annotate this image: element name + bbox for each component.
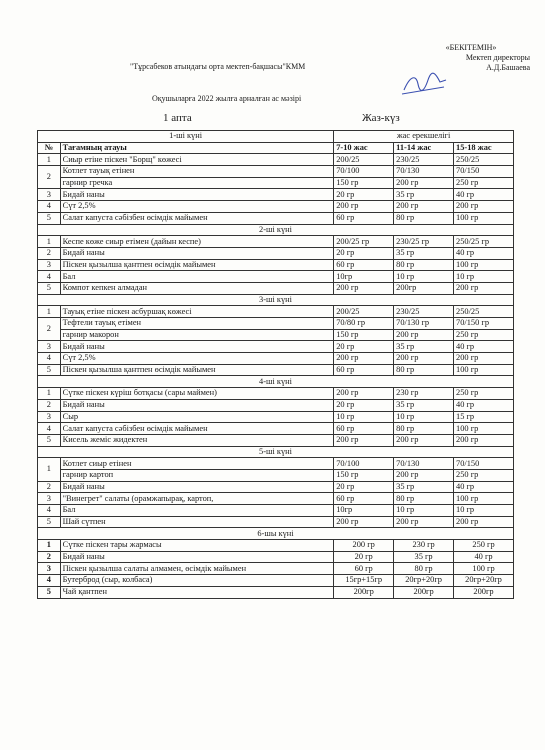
row-number: 3 — [38, 341, 61, 353]
amount-11-14: 230/25 — [394, 306, 454, 318]
dish-name: Сүтке піскен тары жармасы — [60, 540, 334, 552]
table-row — [38, 154, 514, 166]
amount-11-14: 230/25 — [394, 154, 454, 166]
row-number: 4 — [38, 575, 61, 587]
table-row — [38, 551, 514, 563]
amount-11-14: 200 гр — [394, 434, 454, 446]
dish-name: Котлет сиыр етінен — [60, 458, 334, 470]
amount-7-10: 20 гр — [334, 247, 394, 259]
col-dish-header: Тағамның атауы — [60, 142, 334, 154]
dish-name: гарнир гречка — [60, 177, 334, 189]
amount-15-18: 200 гр — [454, 516, 514, 528]
day-header-row — [38, 294, 514, 306]
dish-name: Бидай наны — [60, 481, 334, 493]
amount-15-18: 40 гр — [454, 481, 514, 493]
dish-name: Котлет тауық етінен — [60, 166, 334, 178]
amount-7-10: 60 гр — [334, 563, 394, 575]
amount-15-18: 250 гр — [454, 469, 514, 481]
row-number: 3 — [38, 189, 61, 201]
week-label: 1 апта — [163, 112, 192, 124]
row-number: 5 — [38, 586, 61, 598]
amount-15-18: 40 гр — [454, 551, 514, 563]
row-number: 1 — [38, 458, 61, 481]
amount-15-18: 40 гр — [454, 399, 514, 411]
amount-15-18: 100 гр — [454, 563, 514, 575]
table-row — [38, 586, 514, 598]
amount-11-14: 35 гр — [394, 399, 454, 411]
dish-name: Бутерброд (сыр, колбаса) — [60, 575, 334, 587]
amount-15-18: 100 гр — [454, 212, 514, 224]
amount-15-18: 40 гр — [454, 189, 514, 201]
table-row — [38, 201, 514, 213]
amount-7-10: 70/80 гр — [334, 318, 394, 330]
day-name: 6-шы күні — [38, 528, 514, 540]
dish-name: Бидай наны — [60, 247, 334, 259]
row-number: 2 — [38, 481, 61, 493]
table-row — [38, 282, 514, 294]
amount-11-14: 200 гр — [394, 469, 454, 481]
amount-11-14: 70/130 — [394, 458, 454, 470]
day-name: 5-ші күні — [38, 446, 514, 458]
amount-7-10: 20 гр — [334, 399, 394, 411]
amount-11-14: 200 гр — [394, 201, 454, 213]
table-row — [38, 318, 514, 330]
row-number: 3 — [38, 493, 61, 505]
amount-11-14: 80 гр — [394, 259, 454, 271]
row-number: 4 — [38, 505, 61, 517]
amount-15-18: 15 гр — [454, 411, 514, 423]
amount-15-18: 250 гр — [454, 388, 514, 400]
day-name: 2-ші күні — [38, 224, 514, 236]
amount-7-10: 20 гр — [334, 341, 394, 353]
amount-11-14: 35 гр — [394, 189, 454, 201]
amount-11-14: 35 гр — [394, 481, 454, 493]
amount-15-18: 200 гр — [454, 201, 514, 213]
amount-7-10: 70/100 — [334, 458, 394, 470]
row-number: 2 — [38, 166, 61, 189]
row-number: 5 — [38, 282, 61, 294]
dish-name: Бидай наны — [60, 551, 334, 563]
amount-11-14: 80 гр — [394, 423, 454, 435]
amount-11-14: 200 гр — [394, 353, 454, 365]
dish-name: Компот кепкен алмадан — [60, 282, 334, 294]
dish-name: Сыр — [60, 411, 334, 423]
table-row — [38, 259, 514, 271]
row-number: 4 — [38, 201, 61, 213]
row-number: 1 — [38, 236, 61, 248]
row-number: 4 — [38, 423, 61, 435]
amount-15-18: 250 гр — [454, 329, 514, 341]
day-header-row — [38, 528, 514, 540]
amount-7-10: 200 гр — [334, 353, 394, 365]
table-row — [38, 388, 514, 400]
amount-7-10: 200 гр — [334, 434, 394, 446]
amount-7-10: 60 гр — [334, 212, 394, 224]
dish-name: гарнир картоп — [60, 469, 334, 481]
table-row — [38, 516, 514, 528]
amount-11-14: 200 гр — [394, 177, 454, 189]
col-age-7-10-header: 7-10 жас — [334, 142, 394, 154]
day-header-row — [38, 376, 514, 388]
amount-11-14: 230/25 гр — [394, 236, 454, 248]
table-row — [38, 540, 514, 552]
approval-name: А.Д.Башаева — [486, 63, 530, 72]
amount-11-14: 10 гр — [394, 411, 454, 423]
table-row — [38, 341, 514, 353]
dish-name: Сүт 2,5% — [60, 353, 334, 365]
amount-11-14: 20гр+20гр — [394, 575, 454, 587]
amount-7-10: 60 гр — [334, 423, 394, 435]
amount-7-10: 200 гр — [334, 516, 394, 528]
amount-11-14: 35 гр — [394, 551, 454, 563]
dish-name: Сиыр етіне піскен "Борщ" көжесі — [60, 154, 334, 166]
row-number: 4 — [38, 271, 61, 283]
dish-name: Тефтели тауық етімен — [60, 318, 334, 330]
row-number: 3 — [38, 563, 61, 575]
col-age-15-18-header: 15-18 жас — [454, 142, 514, 154]
dish-name: Піскен қызылша салаты алмамен, өсімдік майымен — [60, 563, 334, 575]
dish-name: Піскен қызылша қантпен өсімдік майымен — [60, 259, 334, 271]
amount-7-10: 200 гр — [334, 540, 394, 552]
amount-7-10: 10 гр — [334, 411, 394, 423]
amount-7-10: 15гр+15гр — [334, 575, 394, 587]
amount-7-10: 20 гр — [334, 551, 394, 563]
amount-15-18: 100 гр — [454, 364, 514, 376]
dish-name: Піскен қызылша қантпен өсімдік майымен — [60, 364, 334, 376]
table-row — [38, 166, 514, 178]
amount-11-14: 200 гр — [394, 329, 454, 341]
table-row — [38, 364, 514, 376]
dish-name: Шай сүтпен — [60, 516, 334, 528]
dish-name: Бидай наны — [60, 189, 334, 201]
row-number: 1 — [38, 388, 61, 400]
table-row — [38, 177, 514, 189]
row-number: 2 — [38, 318, 61, 341]
amount-15-18: 10 гр — [454, 505, 514, 517]
amount-15-18: 200 гр — [454, 282, 514, 294]
amount-7-10: 200/25 — [334, 306, 394, 318]
table-row — [38, 575, 514, 587]
amount-11-14: 200 гр — [394, 516, 454, 528]
menu-table — [37, 130, 514, 599]
approval-position: Мектеп директоры — [465, 53, 530, 62]
amount-7-10: 20 гр — [334, 189, 394, 201]
header-row-columns — [38, 142, 514, 154]
table-row — [38, 247, 514, 259]
table-row — [38, 236, 514, 248]
col-number-header: № — [38, 142, 61, 154]
amount-7-10: 150 гр — [334, 177, 394, 189]
table-row — [38, 306, 514, 318]
amount-15-18: 70/150 — [454, 166, 514, 178]
dish-name: гарнир макорон — [60, 329, 334, 341]
header-row-top — [38, 131, 514, 143]
table-row — [38, 505, 514, 517]
amount-11-14: 230 гр — [394, 540, 454, 552]
table-row — [38, 469, 514, 481]
amount-11-14: 200гр — [394, 586, 454, 598]
amount-15-18: 100 гр — [454, 259, 514, 271]
table-row — [38, 563, 514, 575]
table-row — [38, 329, 514, 341]
table-row — [38, 271, 514, 283]
amount-11-14: 10 гр — [394, 271, 454, 283]
row-number: 1 — [38, 540, 61, 552]
document-title: Оқушыларға 2022 жылға арналған ас мәзірі — [152, 94, 302, 103]
dish-name: Сүтке піскен күріш ботқасы (сары маймен) — [60, 388, 334, 400]
amount-11-14: 35 гр — [394, 341, 454, 353]
amount-11-14: 10 гр — [394, 505, 454, 517]
amount-7-10: 200/25 гр — [334, 236, 394, 248]
row-number: 5 — [38, 364, 61, 376]
table-row — [38, 353, 514, 365]
dish-name: Кеспе көже сиыр етімен (дайын кеспе) — [60, 236, 334, 248]
row-number: 5 — [38, 212, 61, 224]
row-number: 2 — [38, 247, 61, 259]
amount-7-10: 60 гр — [334, 259, 394, 271]
row-number: 5 — [38, 516, 61, 528]
dish-name: Бидай наны — [60, 341, 334, 353]
table-row — [38, 212, 514, 224]
dish-name: Тауық етіне піскен асбуршақ көжесі — [60, 306, 334, 318]
dish-name: Бал — [60, 505, 334, 517]
signature-mark — [400, 70, 450, 98]
amount-7-10: 70/100 — [334, 166, 394, 178]
row-number: 2 — [38, 551, 61, 563]
dish-name: "Винегрет" салаты (орамжапырақ, картоп, — [60, 493, 334, 505]
approval-block — [412, 43, 530, 73]
amount-7-10: 200 гр — [334, 388, 394, 400]
day-header-row — [38, 446, 514, 458]
amount-15-18: 250 гр — [454, 540, 514, 552]
amount-15-18: 40 гр — [454, 341, 514, 353]
table-row — [38, 399, 514, 411]
amount-15-18: 70/150 — [454, 458, 514, 470]
amount-15-18: 250/25 гр — [454, 236, 514, 248]
amount-15-18: 200 гр — [454, 434, 514, 446]
row-number: 3 — [38, 411, 61, 423]
age-group-header: жас ерекшелігі — [334, 131, 514, 143]
table-row — [38, 493, 514, 505]
row-number: 3 — [38, 259, 61, 271]
amount-7-10: 200 гр — [334, 201, 394, 213]
amount-15-18: 20гр+20гр — [454, 575, 514, 587]
amount-7-10: 200 гр — [334, 282, 394, 294]
organization-name: "Тұрсабеков атындағы орта мектеп-бақшасы"КММ — [130, 62, 306, 71]
amount-7-10: 150 гр — [334, 329, 394, 341]
amount-7-10: 20 гр — [334, 481, 394, 493]
amount-7-10: 200гр — [334, 586, 394, 598]
amount-15-18: 10 гр — [454, 271, 514, 283]
amount-7-10: 200/25 — [334, 154, 394, 166]
season-label: Жаз-күз — [362, 112, 400, 124]
day-name: 4-ші күні — [38, 376, 514, 388]
table-row — [38, 411, 514, 423]
amount-7-10: 60 гр — [334, 364, 394, 376]
amount-15-18: 200 гр — [454, 353, 514, 365]
amount-11-14: 80 гр — [394, 364, 454, 376]
amount-11-14: 35 гр — [394, 247, 454, 259]
table-row — [38, 481, 514, 493]
amount-11-14: 80 гр — [394, 212, 454, 224]
day-1-header-cell: 1-ші күні — [38, 131, 334, 143]
amount-7-10: 10гр — [334, 271, 394, 283]
dish-name: Кисель жеміс жидектен — [60, 434, 334, 446]
amount-15-18: 40 гр — [454, 247, 514, 259]
amount-11-14: 70/130 гр — [394, 318, 454, 330]
approval-title: «БЕКІТЕМІН» — [445, 43, 497, 52]
amount-15-18: 200гр — [454, 586, 514, 598]
row-number: 2 — [38, 399, 61, 411]
table-row — [38, 434, 514, 446]
amount-15-18: 250/25 — [454, 154, 514, 166]
col-age-11-14-header: 11-14 жас — [394, 142, 454, 154]
dish-name: Бидай наны — [60, 399, 334, 411]
amount-15-18: 100 гр — [454, 493, 514, 505]
amount-11-14: 230 гр — [394, 388, 454, 400]
amount-7-10: 10гр — [334, 505, 394, 517]
row-number: 1 — [38, 306, 61, 318]
row-number: 4 — [38, 353, 61, 365]
row-number: 1 — [38, 154, 61, 166]
dish-name: Бал — [60, 271, 334, 283]
dish-name: Чай қантпен — [60, 586, 334, 598]
amount-15-18: 250/25 — [454, 306, 514, 318]
amount-11-14: 80 гр — [394, 563, 454, 575]
table-row — [38, 189, 514, 201]
dish-name: Салат капуста сәбізбен өсімдік майымен — [60, 423, 334, 435]
day-header-row — [38, 224, 514, 236]
row-number: 5 — [38, 434, 61, 446]
amount-11-14: 200гр — [394, 282, 454, 294]
amount-11-14: 80 гр — [394, 493, 454, 505]
dish-name: Сүт 2,5% — [60, 201, 334, 213]
amount-11-14: 70/130 — [394, 166, 454, 178]
table-row — [38, 458, 514, 470]
amount-7-10: 150 гр — [334, 469, 394, 481]
amount-15-18: 250 гр — [454, 177, 514, 189]
table-row — [38, 423, 514, 435]
dish-name: Салат капуста сәбізбен өсімдік майымен — [60, 212, 334, 224]
amount-7-10: 60 гр — [334, 493, 394, 505]
amount-15-18: 100 гр — [454, 423, 514, 435]
amount-15-18: 70/150 гр — [454, 318, 514, 330]
day-name: 3-ші күні — [38, 294, 514, 306]
